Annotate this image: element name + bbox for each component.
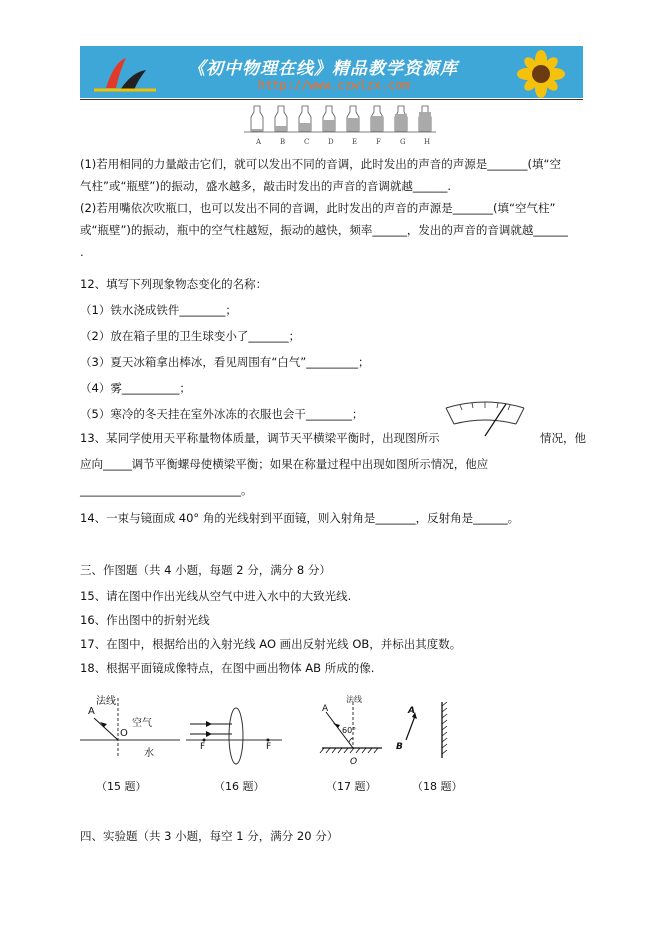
q18-line: 18、根据平面镜成像特点，在图中画出物体 AB 所成的像.	[80, 661, 375, 675]
fig17-normal-label: 法线	[346, 695, 362, 704]
fig15-caption: （15 题）	[96, 780, 147, 793]
fig17-o-label: O	[350, 757, 358, 767]
figure-15-refraction	[80, 692, 180, 767]
balance-dial-figure	[440, 400, 530, 440]
q14-line: 14、一束与镜面成 40° 角的光线射到平面镜，则入射角是_______，反射角是______。	[80, 511, 520, 525]
bottle-label: A	[256, 138, 262, 146]
q12-item-5: （5）寒冷的冬天挂在室外冰冻的衣服也会干________；	[80, 407, 364, 421]
site-logo	[86, 52, 166, 94]
banner-title: 《初中物理在线》精品教学资源库	[188, 59, 458, 79]
bottles-figure	[240, 102, 440, 138]
q13-line1-left: 13、某同学使用天平称量物体质量，调节天平横梁平衡时，出现图所示	[80, 431, 440, 445]
fig18-a-label: A	[408, 706, 415, 716]
bottle-label: E	[352, 138, 358, 146]
q15-line: 15、请在图中作出光线从空气中进入水中的大致光线.	[80, 589, 352, 603]
q13-line3: ____________________________。	[80, 483, 253, 497]
fig16-f-left: F	[200, 742, 206, 752]
header-rule	[80, 99, 583, 100]
section-4-heading: 四、实验题（共 3 小题，每空 1 分，满分 20 分）	[80, 829, 339, 843]
sunflower-icon	[505, 50, 575, 98]
q16-line: 16、作出图中的折射光线	[80, 613, 210, 627]
fig15-air-label: 空气	[132, 718, 152, 729]
header-banner	[80, 46, 583, 98]
q12-item-4: （4）雾__________；	[80, 381, 191, 395]
fig18-b-label: B	[396, 742, 403, 752]
fig15-a-label: A	[88, 706, 95, 717]
bottle-label: F	[376, 138, 381, 146]
fig15-normal-label: 法线	[96, 696, 116, 707]
fig17-a-label: A	[322, 704, 329, 714]
banner-url: http://www.czwlzx.com	[258, 78, 410, 92]
fig17-caption: （17 题）	[326, 780, 377, 793]
figure-18-mirror	[398, 696, 458, 766]
q11-part2-line1: (2)若用嘴依次吹瓶口，也可以发出不同的音调，此时发出的声音的声源是_______(填“空气柱”	[80, 201, 556, 215]
q11-part2-line3: .	[80, 245, 84, 259]
q13-line2: 应向_____调节平衡螺母使横梁平衡；如果在称量过程中出现如图所示情况，他应	[80, 457, 489, 471]
fig17-angle-label: 60°	[342, 726, 357, 735]
bottle-label: B	[280, 138, 286, 146]
q12-item-3: （3）夏天冰箱拿出棒冰，看见周围有“白气”_________；	[80, 355, 370, 369]
section-3-heading: 三、作图题（共 4 小题，每题 2 分，满分 8 分）	[80, 563, 331, 577]
bottle-label: C	[304, 138, 310, 146]
q12-heading: 12、填写下列现象物态变化的名称：	[80, 277, 268, 291]
figure-16-lens	[184, 700, 284, 770]
fig18-caption: （18 题）	[412, 780, 463, 793]
q11-part1-line1: (1)若用相同的力量敲击它们，就可以发出不同的音调，此时发出的声音的声源是_______(填“空	[80, 157, 561, 171]
q12-item-2: （2）放在箱子里的卫生球变小了_______；	[80, 329, 301, 343]
q17-line: 17、在图中，根据给出的入射光线 AO 画出反射光线 OB，并标出其度数。	[80, 637, 462, 651]
bottle-label: H	[424, 138, 431, 146]
bottle-label: D	[328, 138, 334, 146]
q11-part2-line2: 或“瓶壁”)的振动，瓶中的空气柱越短，振动的越快，频率______，发出的声音的音调就越______	[80, 223, 568, 237]
q11-part1-line2: 气柱”或“瓶壁”)的振动，盛水越多，敲击时发出的声音的音调就越______.	[80, 179, 452, 193]
q13-line1-right: 情况，他	[540, 431, 586, 445]
fig16-caption: （16 题）	[214, 780, 265, 793]
q12-item-1: （1）铁水浇成铁件________；	[80, 303, 237, 317]
fig15-water-label: 水	[144, 748, 154, 759]
bottle-label: G	[400, 138, 406, 146]
fig16-f-right: F	[266, 742, 272, 752]
fig15-o-label: O	[120, 728, 128, 739]
